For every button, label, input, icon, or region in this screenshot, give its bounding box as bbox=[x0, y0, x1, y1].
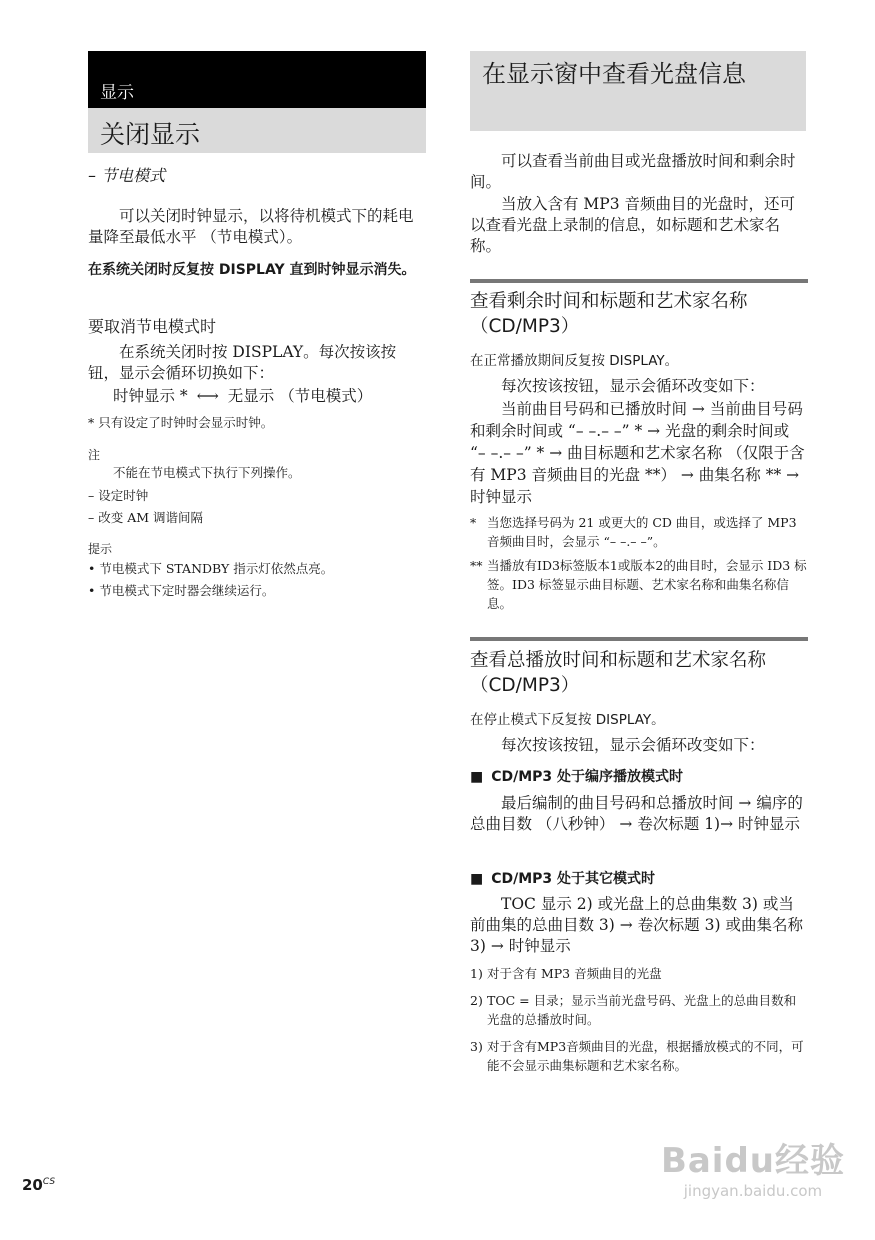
page-number: $20^{CS}$ bbox=[22, 1176, 56, 1194]
footnote-mark: 3) bbox=[470, 1039, 483, 1054]
footnote-mark: * bbox=[470, 515, 477, 530]
footnote-mark: 2) bbox=[470, 993, 483, 1008]
section1-footnote bbox=[470, 513, 808, 551]
footnote-text: 当您选择号码为 21 或更大的 CD 曲目，或选择了 MP3 音频曲目时，会显示 “– –.– –”。 bbox=[487, 515, 797, 549]
section1-text-1: 每次按该按钮，显示会循环改变如下： bbox=[501, 377, 765, 395]
section2-heading: 查看总播放时间和标题和艺术家名称 （CD/MP3） bbox=[470, 650, 767, 696]
sub2-heading-text: CD/MP3 处于其它模式时 bbox=[491, 871, 656, 887]
section2-instruction: 在停止模式下反复按 DISPLAY。 bbox=[470, 712, 665, 728]
cycle-item-off: 无显示 （节电模式） bbox=[227, 387, 373, 405]
tip-item: • 节电模式下 STANDBY 指示灯依然点亮。 bbox=[88, 561, 334, 576]
watermark bbox=[661, 1133, 845, 1200]
sub2-text: TOC 显示 2) 或光盘上的总曲集数 3) 或当前曲集的总曲目数 3) → 卷次标题 3) 或曲集名称 3) → 时钟显示 bbox=[470, 895, 803, 955]
sub1-heading bbox=[470, 767, 683, 788]
cancel-heading: 要取消节电模式时 bbox=[88, 317, 217, 336]
footnote-mark: ** bbox=[470, 558, 483, 573]
tips-heading: 提示 bbox=[88, 542, 113, 556]
note-text: 不能在节电模式下执行下列操作。 bbox=[113, 465, 301, 480]
square-bullet-icon: ■ bbox=[470, 871, 484, 887]
note-item: – 改变 AM 调谐间隔 bbox=[88, 510, 203, 525]
sub2-heading bbox=[470, 869, 655, 890]
section1-footnote bbox=[470, 556, 808, 613]
footnote-text: 当播放有ID3标签版本1或版本2的曲目时，会显示 ID3 标签。ID3 标签显示曲目标题、艺术家名称和曲集名称信息。 bbox=[487, 558, 807, 611]
square-bullet-icon: ■ bbox=[470, 769, 484, 785]
section-label: 显示 bbox=[100, 83, 134, 103]
section2-text-1: 每次按该按钮，显示会循环改变如下： bbox=[501, 736, 765, 754]
section2-footnote bbox=[470, 991, 808, 1029]
left-title: 关闭显示 bbox=[100, 120, 201, 149]
section-rule bbox=[470, 637, 808, 641]
footnote-mark: 1) bbox=[470, 966, 483, 981]
right-title-box bbox=[470, 51, 806, 131]
cycle-item-clock: 时钟显示 * bbox=[113, 387, 188, 405]
sub1-heading-text: CD/MP3 处于编序播放模式时 bbox=[491, 769, 684, 785]
section-label-bar bbox=[88, 51, 426, 108]
footnote-text: TOC = 目录；显示当前光盘号码、光盘上的总曲目数和光盘的总播放时间。 bbox=[487, 993, 797, 1027]
section-rule bbox=[470, 279, 808, 283]
section1-instruction: 在正常播放期间反复按 DISPLAY。 bbox=[470, 353, 679, 369]
left-footnote: * 只有设定了时钟时会显示时钟。 bbox=[88, 415, 274, 430]
footnote-text: 对于含有MP3音频曲目的光盘，根据播放模式的不同，可能不会显示曲集标题和艺术家名称。 bbox=[487, 1039, 804, 1073]
cycle-line bbox=[113, 386, 372, 407]
section2-footnote bbox=[470, 1037, 808, 1075]
double-arrow-icon: ⟷ bbox=[196, 387, 219, 405]
right-title: 在显示窗中查看光盘信息 bbox=[482, 60, 746, 88]
left-title-box bbox=[88, 108, 426, 153]
right-intro-2: 当放入含有 MP3 音频曲目的光盘时，还可以查看光盘上录制的信息，如标题和艺术家名称。 bbox=[470, 195, 796, 255]
note-item: – 设定时钟 bbox=[88, 488, 149, 503]
section1-heading: 查看剩余时间和标题和艺术家名称 （CD/MP3） bbox=[470, 291, 748, 337]
footnote-text: 对于含有 MP3 音频曲目的光盘 bbox=[487, 966, 662, 981]
right-intro-1: 可以查看当前曲目或光盘播放时间和剩余时间。 bbox=[470, 152, 796, 191]
cancel-text: 在系统关闭时按 DISPLAY。每次按该按钮，显示会循环切换如下： bbox=[88, 343, 397, 382]
section2-footnote bbox=[470, 964, 808, 983]
sub1-text: 最后编制的曲目号码和总播放时间 → 编序的总曲目数 （八秒钟） → 卷次标题 1)→ 时钟显示 bbox=[470, 794, 803, 833]
left-instruction: 在系统关闭时反复按 DISPLAY 直到时钟显示消失。 bbox=[88, 262, 416, 278]
watermark-url: jingyan.baidu.com bbox=[683, 1182, 823, 1200]
section1-text-2: 当前曲目号码和已播放时间 → 当前曲目号码和剩余时间或 “– –.– –” * → 光盘的剩余时间或 “– –.– –” * → 曲目标题和艺术家名称 （仅限于含有 MP3 音频曲目的光盘 **） → 曲集名称 ** → 时钟显示 bbox=[470, 400, 805, 506]
left-intro: 可以关闭时钟显示，以将待机模式下的耗电量降至最低水平 （节电模式）。 bbox=[88, 207, 414, 246]
watermark-logo: Baidu经验 bbox=[660, 1141, 845, 1181]
left-subtitle: – 节电模式 bbox=[88, 166, 166, 185]
note-heading: 注 bbox=[88, 448, 101, 462]
tip-item: • 节电模式下定时器会继续运行。 bbox=[88, 583, 275, 598]
